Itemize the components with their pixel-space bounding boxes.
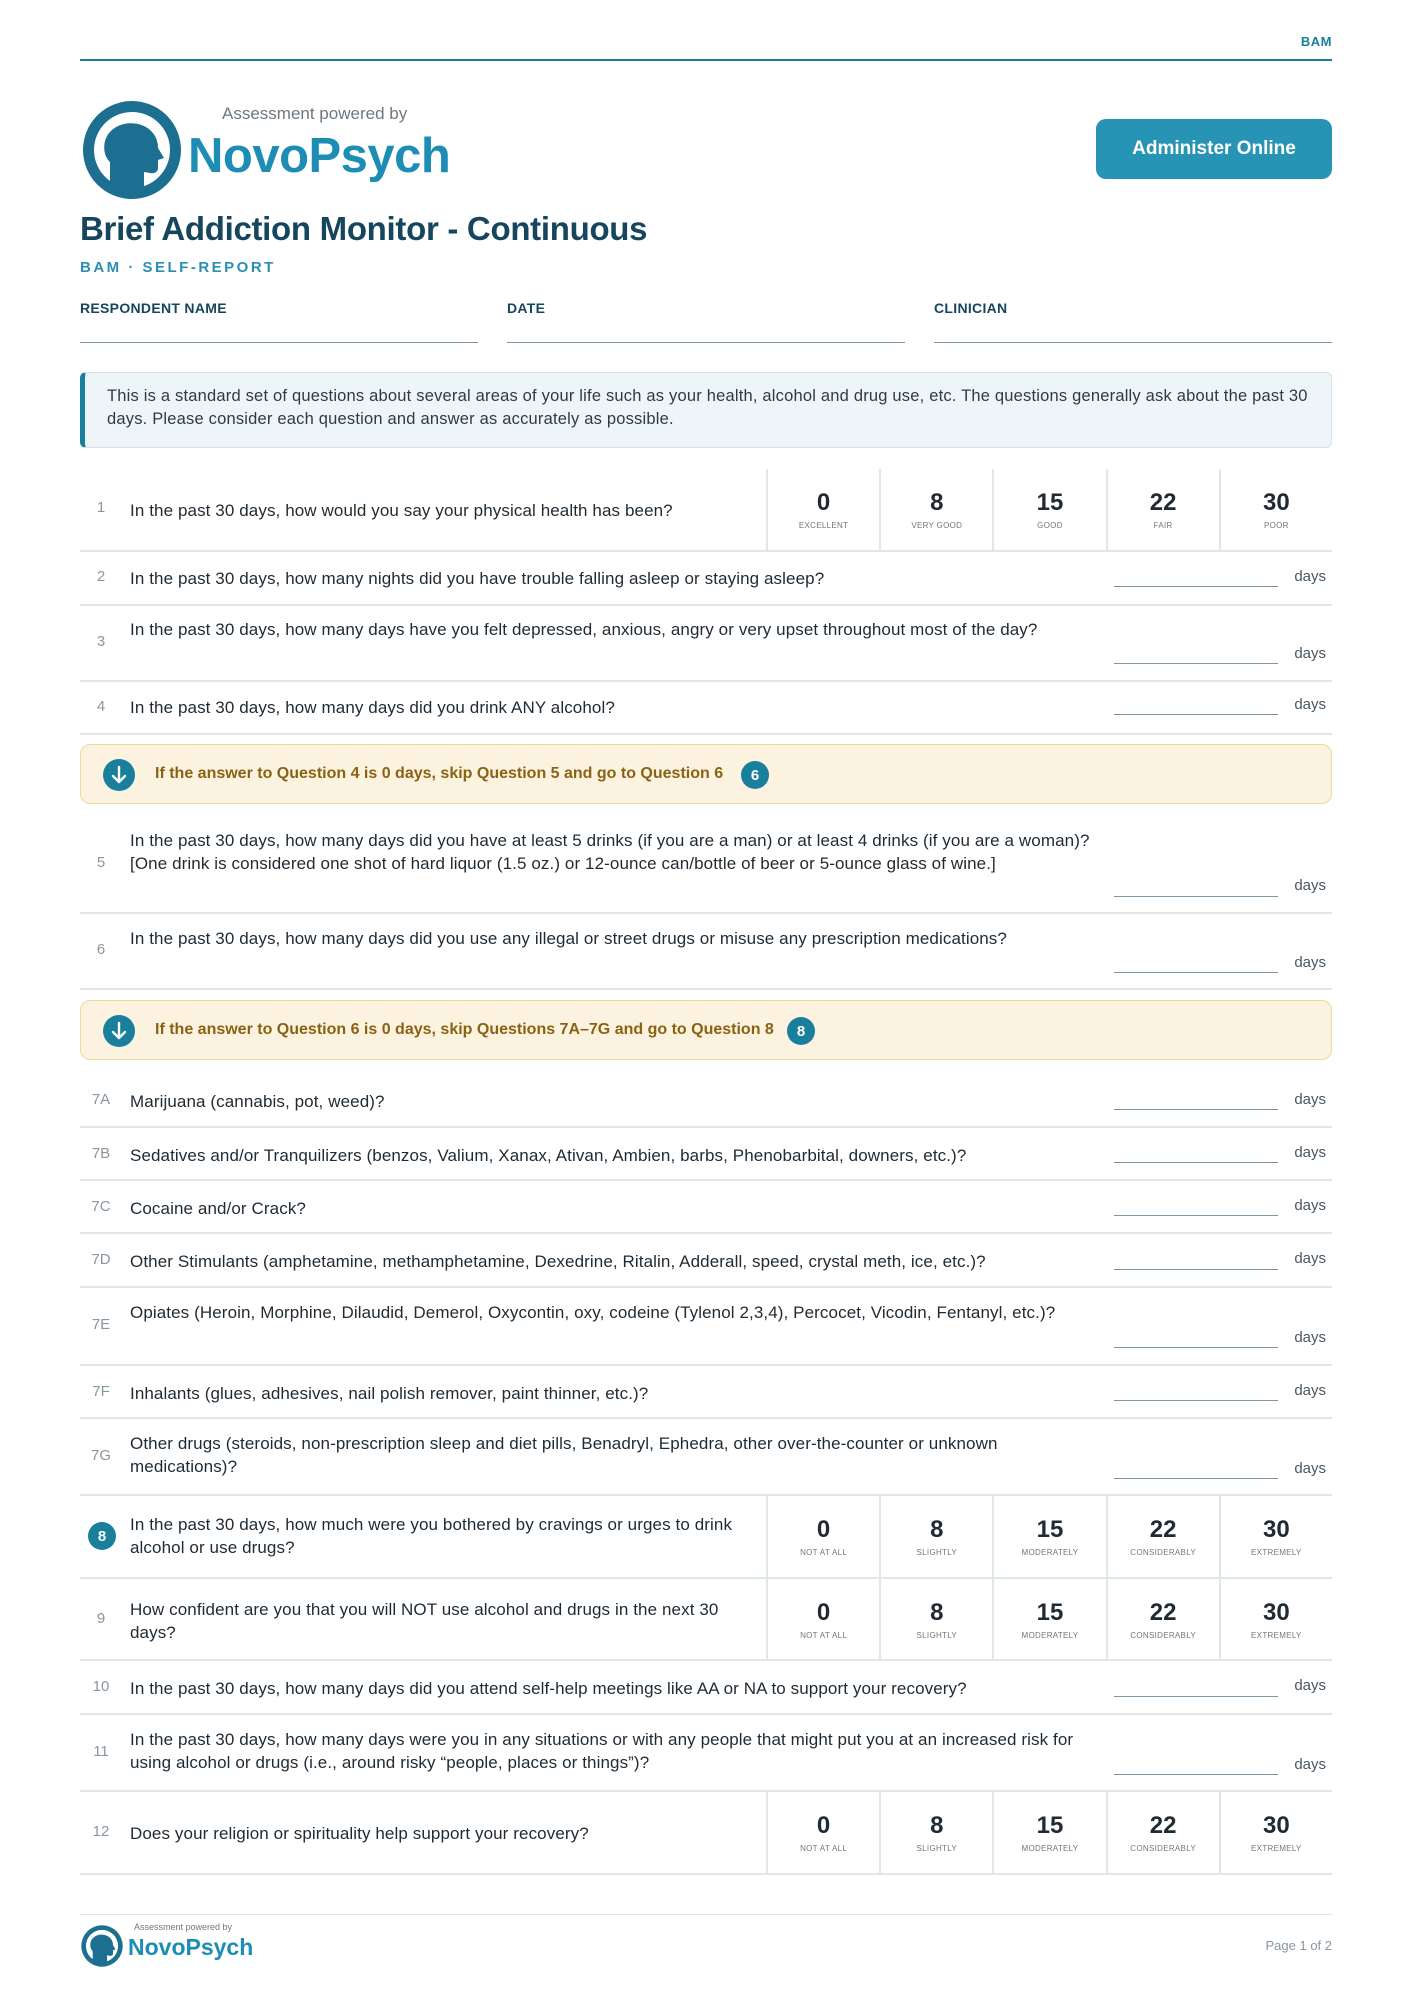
answer-line[interactable] — [1114, 586, 1278, 587]
rating-scale — [766, 1792, 1332, 1873]
clinician-line[interactable] — [934, 342, 1332, 343]
form-page — [80, 0, 1332, 1991]
question-text: Other drugs (steroids, non-prescription sleep and diet pills, Benadryl, Ephedra, other over-the-counter or unknown medications)? — [130, 1434, 998, 1476]
scale-option[interactable] — [766, 1496, 879, 1577]
option-value: 15 — [1036, 1516, 1064, 1543]
option-label: VERY GOOD — [911, 521, 963, 530]
option-value: 30 — [1262, 1598, 1290, 1626]
option-label: CONSIDERABLY — [1130, 1630, 1196, 1640]
question-text: In the past 30 days, how many days were you in any situations or with any people that might put you at an increased risk for using alcohol or drugs (i.e., around risky “people, places or things”)? — [130, 1730, 1074, 1772]
scale-option[interactable] — [1219, 1579, 1332, 1659]
page-number: Page 1 of 2 — [1265, 1938, 1332, 1953]
arrow-down-icon — [103, 1015, 135, 1047]
answer-line[interactable] — [1114, 714, 1278, 715]
footer-logo — [80, 1922, 260, 1970]
option-label: CONSIDERABLY — [1130, 1844, 1196, 1853]
question-row-2 — [80, 552, 1332, 606]
rating-scale — [766, 1496, 1332, 1577]
option-label: SLIGHTLY — [916, 1548, 958, 1557]
question-row-6 — [80, 914, 1332, 990]
question-row-11 — [80, 1715, 1332, 1792]
scale-option[interactable] — [992, 1496, 1105, 1577]
question-number: 9 — [96, 1610, 106, 1627]
scale-option[interactable] — [879, 1579, 992, 1659]
skip-instruction-banner — [80, 1000, 1332, 1060]
question-row-12 — [80, 1792, 1332, 1875]
question-number: 7G — [90, 1447, 111, 1464]
option-value: 8 — [930, 1516, 944, 1543]
scale-option[interactable] — [1106, 469, 1219, 550]
question-row-8 — [80, 1496, 1332, 1579]
option-value: 0 — [816, 1516, 831, 1543]
scale-option[interactable] — [1219, 1792, 1332, 1873]
footer-powered-by: Assessment powered by — [134, 1922, 233, 1932]
option-label: EXTREMELY — [1251, 1630, 1302, 1640]
skip-text: If the answer to Question 6 is 0 days, skip Questions 7A–7G and go to Question 8 — [155, 1021, 774, 1038]
option-label: EXTREMELY — [1251, 1844, 1302, 1853]
option-label: POOR — [1263, 521, 1289, 530]
question-row-7b — [80, 1128, 1332, 1181]
option-value: 15 — [1036, 489, 1064, 516]
option-value: 22 — [1149, 1598, 1177, 1626]
question-number: 10 — [92, 1678, 110, 1695]
days-unit: days — [1294, 1677, 1326, 1694]
question-text: In the past 30 days, how many days did you drink ANY alcohol? — [130, 698, 615, 717]
option-label: MODERATELY — [1021, 1844, 1079, 1853]
days-unit: days — [1294, 1460, 1326, 1477]
question-text: In the past 30 days, how many days did you have at least 5 drinks (if you are a man) or at least 4 drinks (if you are a woman)? [One drink is considered one shot of hard liquor (1.5 oz.) or 12-ounce can/bottle of beer or 5-ounce glass of wine.] — [130, 831, 1090, 873]
option-value: 22 — [1149, 1516, 1177, 1543]
question-number: 7F — [92, 1383, 110, 1400]
option-value: 30 — [1262, 489, 1290, 516]
question-row-7c — [80, 1181, 1332, 1234]
respondent-name-label: RESPONDENT NAME — [80, 300, 227, 316]
scale-option[interactable] — [1106, 1496, 1219, 1577]
page-title: Brief Addiction Monitor - Continuous — [80, 210, 648, 247]
question-number: 3 — [96, 633, 106, 650]
question-row-7f — [80, 1366, 1332, 1419]
option-value: 0 — [816, 1598, 831, 1626]
days-unit: days — [1294, 696, 1326, 713]
assessment-code: BAM — [1300, 34, 1332, 49]
days-unit: days — [1294, 1144, 1326, 1161]
days-unit: days — [1294, 1756, 1326, 1773]
days-unit: days — [1294, 1197, 1326, 1214]
question-text: Does your religion or spirituality help support your recovery? — [130, 1824, 589, 1843]
option-label: MODERATELY — [1021, 1630, 1079, 1640]
question-row-7e — [80, 1288, 1332, 1366]
arrow-down-icon — [103, 759, 135, 791]
option-label: NOT AT ALL — [800, 1844, 848, 1853]
answer-line[interactable] — [1114, 1400, 1278, 1401]
question-number-badge: 8 — [88, 1522, 116, 1550]
question-text: Cocaine and/or Crack? — [130, 1199, 306, 1218]
answer-line[interactable] — [1114, 1774, 1278, 1775]
question-number: 7D — [91, 1251, 111, 1268]
answer-line[interactable] — [1114, 1109, 1278, 1110]
option-label: EXCELLENT — [798, 521, 849, 530]
footer-divider — [80, 1914, 1332, 1915]
question-row-9 — [80, 1579, 1332, 1661]
footer-brand: NovoPsych — [128, 1934, 254, 1960]
date-label: DATE — [507, 300, 546, 316]
scale-option[interactable] — [879, 1496, 992, 1577]
question-number: 5 — [96, 854, 106, 871]
question-row-7d — [80, 1234, 1332, 1288]
question-number: 6 — [96, 941, 106, 958]
option-value: 8 — [930, 1598, 944, 1626]
page-subtitle: BAM · SELF-REPORT — [80, 259, 276, 276]
scale-option[interactable] — [766, 469, 879, 550]
days-unit: days — [1294, 568, 1326, 585]
question-row-4 — [80, 682, 1332, 735]
question-number: 7C — [91, 1198, 111, 1215]
head-logo-icon — [80, 100, 184, 200]
question-number: 11 — [93, 1743, 109, 1760]
option-value: 15 — [1036, 1812, 1064, 1839]
answer-line[interactable] — [1114, 663, 1278, 664]
question-number: 4 — [96, 698, 106, 715]
option-value: 22 — [1149, 489, 1177, 516]
answer-line[interactable] — [1114, 1162, 1278, 1163]
option-value: 15 — [1036, 1598, 1064, 1626]
days-unit: days — [1294, 954, 1326, 971]
scale-option[interactable] — [992, 1792, 1105, 1873]
skip-text: If the answer to Question 4 is 0 days, skip Question 5 and go to Question 6 — [155, 765, 724, 782]
option-label: FAIR — [1153, 521, 1173, 530]
question-number: 7E — [91, 1316, 111, 1333]
question-number: 2 — [96, 568, 106, 585]
answer-line[interactable] — [1114, 1478, 1278, 1479]
days-unit: days — [1294, 1382, 1326, 1399]
days-unit: days — [1294, 1329, 1326, 1346]
question-row-5 — [80, 813, 1332, 914]
clinician-label: CLINICIAN — [934, 300, 1008, 316]
instructions-box: This is a standard set of questions about several areas of your life such as your health, alcohol and drug use, etc. The questions generally ask about the past 30 days. Please consider each question and answer as accurately as possible. — [80, 372, 1332, 448]
scale-option[interactable] — [1219, 469, 1332, 550]
scale-option[interactable] — [766, 1579, 879, 1659]
option-value: 8 — [930, 1812, 944, 1839]
question-text: In the past 30 days, how much were you bothered by cravings or urges to drink alcohol or use drugs? — [130, 1515, 733, 1557]
option-value: 22 — [1149, 1812, 1177, 1839]
option-label: NOT AT ALL — [800, 1630, 848, 1640]
option-value: 8 — [930, 489, 944, 516]
date-field[interactable] — [507, 300, 905, 343]
question-text: Opiates (Heroin, Morphine, Dilaudid, Demerol, Oxycontin, oxy, codeine (Tylenol 2,3,4), Percocet, Vicodin, Fentanyl, etc.)? — [130, 1303, 1056, 1322]
answer-line[interactable] — [1114, 972, 1278, 973]
question-row-7a — [80, 1074, 1332, 1128]
answer-line[interactable] — [1114, 1696, 1278, 1697]
skip-target-badge: 8 — [787, 1017, 815, 1045]
powered-by-text: Assessment powered by — [222, 104, 408, 123]
date-line[interactable] — [507, 342, 905, 343]
question-number: 7A — [91, 1091, 111, 1108]
question-text: In the past 30 days, how many days did you attend self-help meetings like AA or NA to support your recovery? — [130, 1679, 967, 1698]
answer-line[interactable] — [1114, 1269, 1278, 1270]
question-number: 1 — [96, 499, 106, 516]
scale-option[interactable] — [992, 469, 1105, 550]
question-row-10 — [80, 1661, 1332, 1715]
question-row-1 — [80, 469, 1332, 552]
question-text: In the past 30 days, how many days did you use any illegal or street drugs or misuse any prescription medications? — [130, 929, 1007, 948]
days-unit: days — [1294, 877, 1326, 894]
respondent-name-field[interactable] — [80, 300, 478, 343]
scale-option[interactable] — [1219, 1496, 1332, 1577]
scale-option[interactable] — [1106, 1792, 1219, 1873]
administer-online-button[interactable]: Administer Online — [1096, 119, 1332, 179]
question-row-7g — [80, 1419, 1332, 1496]
option-label: NOT AT ALL — [800, 1548, 848, 1557]
scale-option[interactable] — [992, 1579, 1105, 1659]
scale-option[interactable] — [879, 1792, 992, 1873]
question-text: In the past 30 days, how many days have you felt depressed, anxious, angry or very upset throughout most of the day? — [130, 620, 1038, 639]
question-number: 12 — [92, 1823, 110, 1840]
question-text: Other Stimulants (amphetamine, methamphetamine, Dexedrine, Ritalin, Adderall, speed, crystal meth, ice, etc.)? — [130, 1252, 986, 1271]
option-label: MODERATELY — [1021, 1548, 1079, 1557]
question-text: Marijuana (cannabis, pot, weed)? — [130, 1092, 385, 1111]
answer-line[interactable] — [1114, 1347, 1278, 1348]
answer-line[interactable] — [1114, 896, 1278, 897]
option-label: GOOD — [1037, 521, 1063, 530]
days-unit: days — [1294, 645, 1326, 662]
scale-option[interactable] — [879, 469, 992, 550]
question-text: Inhalants (glues, adhesives, nail polish remover, paint thinner, etc.)? — [130, 1384, 649, 1403]
days-unit: days — [1294, 1091, 1326, 1108]
head-logo-icon — [80, 1924, 124, 1968]
rating-scale — [766, 1579, 1332, 1659]
days-unit: days — [1294, 1250, 1326, 1267]
brand-name: NovoPsych — [188, 129, 451, 183]
option-value: 30 — [1262, 1516, 1290, 1543]
clinician-field[interactable] — [934, 300, 1332, 343]
question-text: In the past 30 days, how many nights did you have trouble falling asleep or staying asleep? — [130, 569, 825, 588]
option-label: SLIGHTLY — [916, 1630, 958, 1640]
question-text: Sedatives and/or Tranquilizers (benzos, Valium, Xanax, Ativan, Ambien, barbs, Phenobarbital, downers, etc.)? — [130, 1146, 967, 1165]
question-number: 7B — [91, 1145, 111, 1162]
option-label: CONSIDERABLY — [1130, 1548, 1196, 1557]
option-value: 0 — [816, 1812, 831, 1839]
skip-target-badge: 6 — [741, 761, 769, 789]
option-value: 0 — [816, 489, 831, 516]
option-label: SLIGHTLY — [916, 1844, 958, 1853]
question-text: In the past 30 days, how would you say your physical health has been? — [130, 501, 673, 520]
answer-line[interactable] — [1114, 1215, 1278, 1216]
scale-option[interactable] — [766, 1792, 879, 1873]
respondent-name-line[interactable] — [80, 342, 478, 343]
question-text: How confident are you that you will NOT use alcohol and drugs in the next 30 days? — [130, 1600, 719, 1642]
option-label: EXTREMELY — [1251, 1548, 1302, 1557]
scale-option[interactable] — [1106, 1579, 1219, 1659]
rating-scale — [766, 469, 1332, 550]
question-row-3 — [80, 606, 1332, 682]
novopsych-logo — [80, 100, 460, 200]
skip-instruction-banner — [80, 744, 1332, 804]
header-divider — [80, 59, 1332, 61]
option-value: 30 — [1262, 1812, 1290, 1839]
